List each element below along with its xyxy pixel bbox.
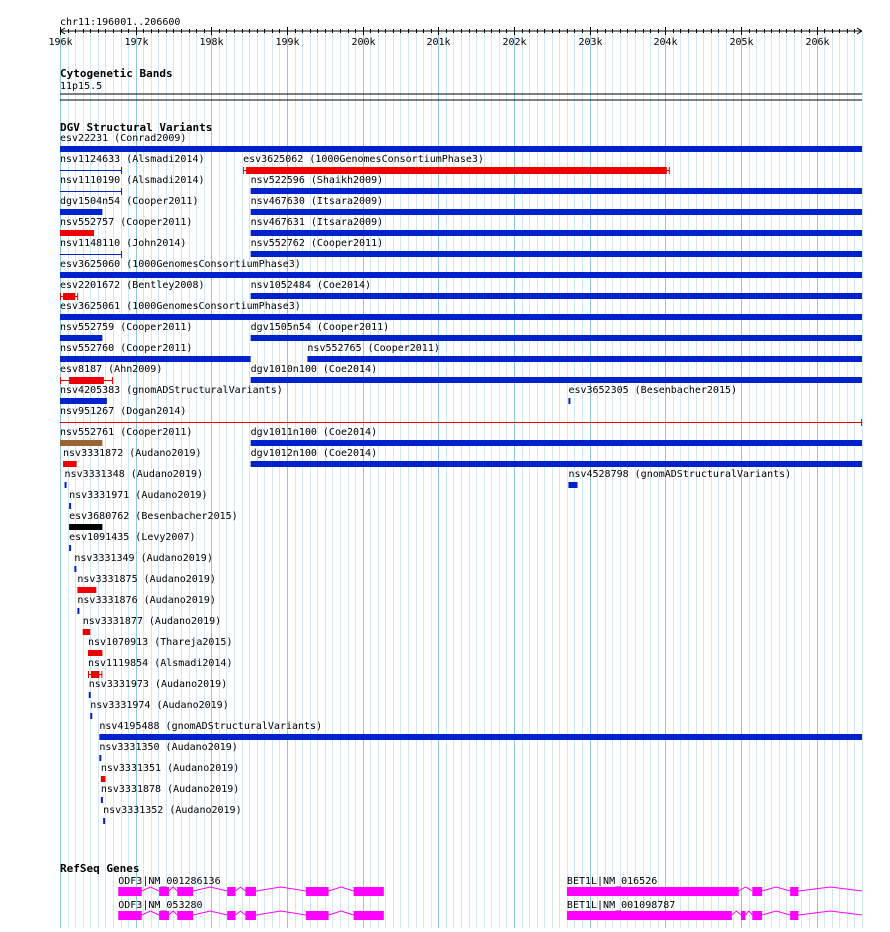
dgv-feature[interactable] (251, 322, 862, 341)
refseq-gene-label: BET1L|NM_001098787 (566, 900, 676, 911)
dgv-feature[interactable] (99, 742, 237, 761)
dgv-feature[interactable] (89, 679, 227, 698)
dgv-feature-label: nsv4528798 (gnomADStructuralVariants) (568, 469, 792, 480)
ruler-tick-label: 203k (578, 37, 603, 48)
dgv-feature-label: dgv1505n54 (Cooper2011) (250, 322, 390, 333)
dgv-feature-bar[interactable] (101, 797, 103, 803)
dgv-feature-bar[interactable] (60, 146, 862, 152)
dgv-feature-bar[interactable] (60, 440, 102, 446)
refseq-intron (193, 911, 227, 915)
dgv-feature[interactable] (60, 175, 205, 195)
ruler-tick-label: 205k (729, 37, 754, 48)
dgv-feature-label: nsv1119854 (Alsmadi2014) (87, 658, 233, 669)
dgv-feature-bar[interactable] (60, 356, 251, 362)
dgv-feature[interactable] (251, 280, 862, 299)
refseq-intron (762, 887, 790, 891)
dgv-feature[interactable] (88, 637, 233, 656)
refseq-exon[interactable] (741, 911, 746, 920)
dgv-feature-label: esv3652305 (Besenbacher2015) (568, 385, 738, 396)
refseq-exon[interactable] (354, 887, 384, 896)
dgv-feature-bar[interactable] (89, 692, 91, 698)
ruler-tick-label: 199k (275, 37, 300, 48)
dgv-feature-label: nsv3331351 (Audano2019) (100, 763, 240, 774)
dgv-feature-label: nsv3331974 (Audano2019) (90, 700, 229, 711)
dgv-feature-bar[interactable] (251, 293, 862, 299)
dgv-feature-bar[interactable] (568, 482, 577, 488)
dgv-feature-label: nsv552759 (Cooper2011) (60, 322, 193, 333)
dgv-feature[interactable] (60, 364, 162, 384)
dgv-feature-bar[interactable] (77, 608, 79, 614)
dgv-feature[interactable] (251, 448, 862, 467)
dgv-feature-label: esv22231 (Conrad2009) (60, 133, 187, 144)
refseq-exon[interactable] (790, 887, 798, 896)
dgv-feature-bar[interactable] (69, 377, 104, 384)
dgv-feature-label: nsv1110190 (Alsmadi2014) (60, 175, 205, 186)
dgv-feature-label: nsv3331348 (Audano2019) (64, 469, 204, 480)
dgv-feature-label: nsv3331872 (Audano2019) (63, 448, 202, 459)
dgv-feature[interactable] (251, 217, 862, 236)
dgv-feature-label: esv8187 (Ahn2009) (60, 364, 163, 375)
refseq-exon[interactable] (118, 887, 141, 896)
dgv-feature[interactable] (60, 343, 251, 362)
dgv-feature[interactable] (60, 217, 192, 236)
dgv-feature[interactable] (251, 196, 862, 215)
dgv-feature-label: esv3625061 (1000GenomesConsortiumPhase3) (60, 301, 301, 312)
dgv-feature-bar[interactable] (251, 461, 862, 467)
dgv-feature-label: nsv3331877 (Audano2019) (82, 616, 222, 627)
dgv-feature-bar[interactable] (251, 209, 862, 215)
dgv-feature-label: nsv552765 (Cooper2011) (307, 343, 440, 354)
dgv-feature-bar[interactable] (251, 230, 862, 236)
dgv-feature-label: esv3680762 (Besenbacher2015) (69, 511, 238, 522)
refseq-track-title: RefSeq Genes (60, 862, 140, 875)
dgv-feature[interactable] (60, 427, 192, 446)
dgv-feature-label: esv3625062 (1000GenomesConsortiumPhase3) (243, 154, 484, 165)
dgv-feature-bar[interactable] (69, 503, 71, 509)
ruler-tick-label: 200k (351, 37, 376, 48)
dgv-feature-bar[interactable] (251, 188, 862, 194)
dgv-feature-bar[interactable] (60, 272, 862, 278)
dgv-feature[interactable] (88, 658, 233, 678)
dgv-feature-bar[interactable] (77, 587, 96, 593)
dgv-feature-bar[interactable] (69, 545, 71, 551)
dgv-feature[interactable] (90, 700, 228, 719)
dgv-feature[interactable] (251, 364, 862, 383)
ruler-tick-label: 196k (48, 37, 73, 48)
refseq-exon[interactable] (790, 911, 798, 920)
dgv-feature-bar[interactable] (251, 335, 862, 341)
dgv-feature[interactable] (69, 490, 207, 509)
ruler-tick-label: 197k (124, 37, 149, 48)
refseq-exon[interactable] (567, 911, 732, 920)
dgv-feature-label: nsv3331878 (Audano2019) (100, 784, 240, 795)
dgv-feature-label: nsv3331352 (Audano2019) (103, 805, 242, 816)
refseq-exon[interactable] (159, 911, 169, 920)
dgv-feature-label: nsv1070913 (Thareja2015) (87, 637, 233, 648)
dgv-feature-bar[interactable] (60, 335, 102, 341)
dgv-feature-label: nsv1148110 (John2014) (60, 238, 187, 249)
dgv-feature[interactable] (60, 280, 205, 300)
dgv-feature-label: nsv3331876 (Audano2019) (77, 595, 216, 606)
dgv-feature-bar[interactable] (101, 776, 106, 782)
refseq-gene-label: BET1L|NM_016526 (566, 876, 658, 887)
dgv-feature-label: nsv951267 (Dogan2014) (60, 406, 187, 417)
dgv-feature-label: dgv1010n100 (Coe2014) (250, 364, 378, 375)
refseq-gene-label: ODF3|NM_001286136 (118, 876, 221, 887)
refseq-utr-line (798, 887, 862, 891)
dgv-feature-bar[interactable] (251, 440, 862, 446)
ruler-tick-label: 198k (199, 37, 224, 48)
dgv-feature[interactable] (307, 343, 862, 362)
refseq-intron (745, 911, 752, 915)
dgv-feature-bar[interactable] (251, 377, 862, 383)
dgv-feature-bar[interactable] (63, 461, 77, 467)
dgv-feature-label: nsv3331350 (Audano2019) (99, 742, 238, 753)
dgv-feature-label: esv3625060 (1000GenomesConsortiumPhase3) (60, 259, 301, 270)
dgv-feature-bar[interactable] (60, 398, 107, 404)
dgv-feature-bar[interactable] (90, 713, 92, 719)
dgv-feature[interactable] (69, 511, 238, 530)
refseq-intron (739, 887, 753, 891)
dgv-feature-label: nsv1124633 (Alsmadi2014) (60, 154, 205, 165)
dgv-feature[interactable] (99, 721, 862, 740)
dgv-feature-label: nsv1052484 (Coe2014) (250, 280, 372, 291)
refseq-intron (142, 887, 159, 891)
refseq-exon[interactable] (227, 911, 235, 920)
dgv-feature-bar[interactable] (251, 251, 862, 257)
ruler-track[interactable] (48, 17, 862, 48)
dgv-feature-bar[interactable] (60, 209, 102, 215)
dgv-feature[interactable] (103, 805, 241, 824)
dgv-feature-label: dgv1011n100 (Coe2014) (250, 427, 378, 438)
refseq-intron (236, 887, 246, 891)
dgv-feature-label: nsv4205383 (gnomADStructuralVariants) (60, 385, 283, 396)
dgv-feature-label: dgv1504n54 (Cooper2011) (60, 196, 199, 207)
dgv-feature-bar[interactable] (88, 650, 102, 656)
dgv-feature-bar[interactable] (91, 671, 99, 678)
refseq-utr-line (798, 911, 862, 915)
dgv-feature-label: nsv467630 (Itsara2009) (250, 196, 384, 207)
dgv-feature-bar[interactable] (99, 755, 101, 761)
dgv-feature-label: nsv522596 (Shaikh2009) (250, 175, 384, 186)
ruler-tick-label: 201k (426, 37, 451, 48)
dgv-feature-bar[interactable] (83, 629, 91, 635)
dgv-feature-bar[interactable] (63, 293, 75, 300)
refseq-exon[interactable] (567, 887, 739, 896)
dgv-feature-label: dgv1012n100 (Coe2014) (250, 448, 378, 459)
dgv-feature-label: nsv552762 (Cooper2011) (250, 238, 384, 249)
dgv-feature-bar[interactable] (60, 230, 94, 236)
dgv-feature-label: nsv3331875 (Audano2019) (77, 574, 216, 585)
dgv-feature-bar[interactable] (103, 818, 105, 824)
refseq-intron (762, 911, 790, 915)
ruler-tick-label: 202k (502, 37, 527, 48)
dgv-feature-label: nsv552760 (Cooper2011) (60, 343, 193, 354)
refseq-exon[interactable] (118, 911, 141, 920)
dgv-feature-label: nsv3331973 (Audano2019) (88, 679, 228, 690)
dgv-feature-bar[interactable] (60, 314, 862, 320)
dgv-feature-label: nsv3331971 (Audano2019) (69, 490, 208, 501)
dgv-feature[interactable] (251, 238, 862, 257)
dgv-track-title: DGV Structural Variants (60, 121, 213, 134)
refseq-intron (256, 911, 306, 915)
dgv-feature-label: nsv552757 (Cooper2011) (60, 217, 193, 228)
dgv-feature-bar[interactable] (74, 566, 76, 572)
dgv-feature[interactable] (60, 322, 192, 341)
dgv-feature[interactable] (251, 427, 862, 446)
refseq-intron (236, 911, 246, 915)
dgv-feature[interactable] (568, 469, 791, 488)
dgv-feature-bar[interactable] (246, 167, 667, 174)
dgv-feature-label: nsv4195488 (gnomADStructuralVariants) (99, 721, 323, 732)
refseq-exon[interactable] (752, 887, 762, 896)
dgv-feature-bar[interactable] (307, 356, 862, 362)
refseq-intron (256, 887, 306, 891)
dgv-feature-bar[interactable] (65, 482, 67, 488)
ruler-tick-label: 204k (653, 37, 678, 48)
refseq-exon[interactable] (752, 911, 762, 920)
refseq-gene-label: ODF3|NM_053280 (118, 900, 203, 911)
dgv-feature-label: esv1091435 (Levy2007) (69, 532, 196, 543)
refseq-exon[interactable] (159, 887, 169, 896)
dgv-feature[interactable] (251, 175, 862, 194)
refseq-exon[interactable] (306, 911, 329, 920)
refseq-exon[interactable] (245, 911, 256, 920)
cytoband-track-title: Cytogenetic Bands (60, 67, 173, 80)
ruler-tick-label: 206k (805, 37, 830, 48)
dgv-feature-label: esv2201672 (Bentley2008) (60, 280, 205, 291)
refseq-exon[interactable] (245, 887, 256, 896)
dgv-feature-bar[interactable] (99, 734, 862, 740)
dgv-feature-bar[interactable] (69, 524, 102, 530)
dgv-feature[interactable] (65, 469, 203, 488)
dgv-feature-bar[interactable] (568, 398, 570, 404)
dgv-feature-label: nsv467631 (Itsara2009) (250, 217, 384, 228)
refseq-intron (142, 911, 159, 915)
refseq-intron (193, 887, 227, 891)
refseq-exon[interactable] (177, 911, 193, 920)
dgv-feature-label: nsv552761 (Cooper2011) (60, 427, 193, 438)
dgv-feature[interactable] (60, 154, 205, 174)
dgv-feature-label: nsv3331349 (Audano2019) (74, 553, 213, 564)
refseq-exon[interactable] (306, 887, 329, 896)
refseq-exon[interactable] (177, 887, 193, 896)
refseq-exon[interactable] (354, 911, 384, 920)
dgv-feature[interactable] (60, 196, 198, 215)
cytoband-label: 11p15.5 (60, 81, 103, 92)
dgv-feature[interactable] (69, 532, 195, 551)
dgv-feature[interactable] (60, 238, 186, 258)
region-label: chr11:196001..206600 (60, 17, 181, 28)
refseq-exon[interactable] (227, 887, 235, 896)
